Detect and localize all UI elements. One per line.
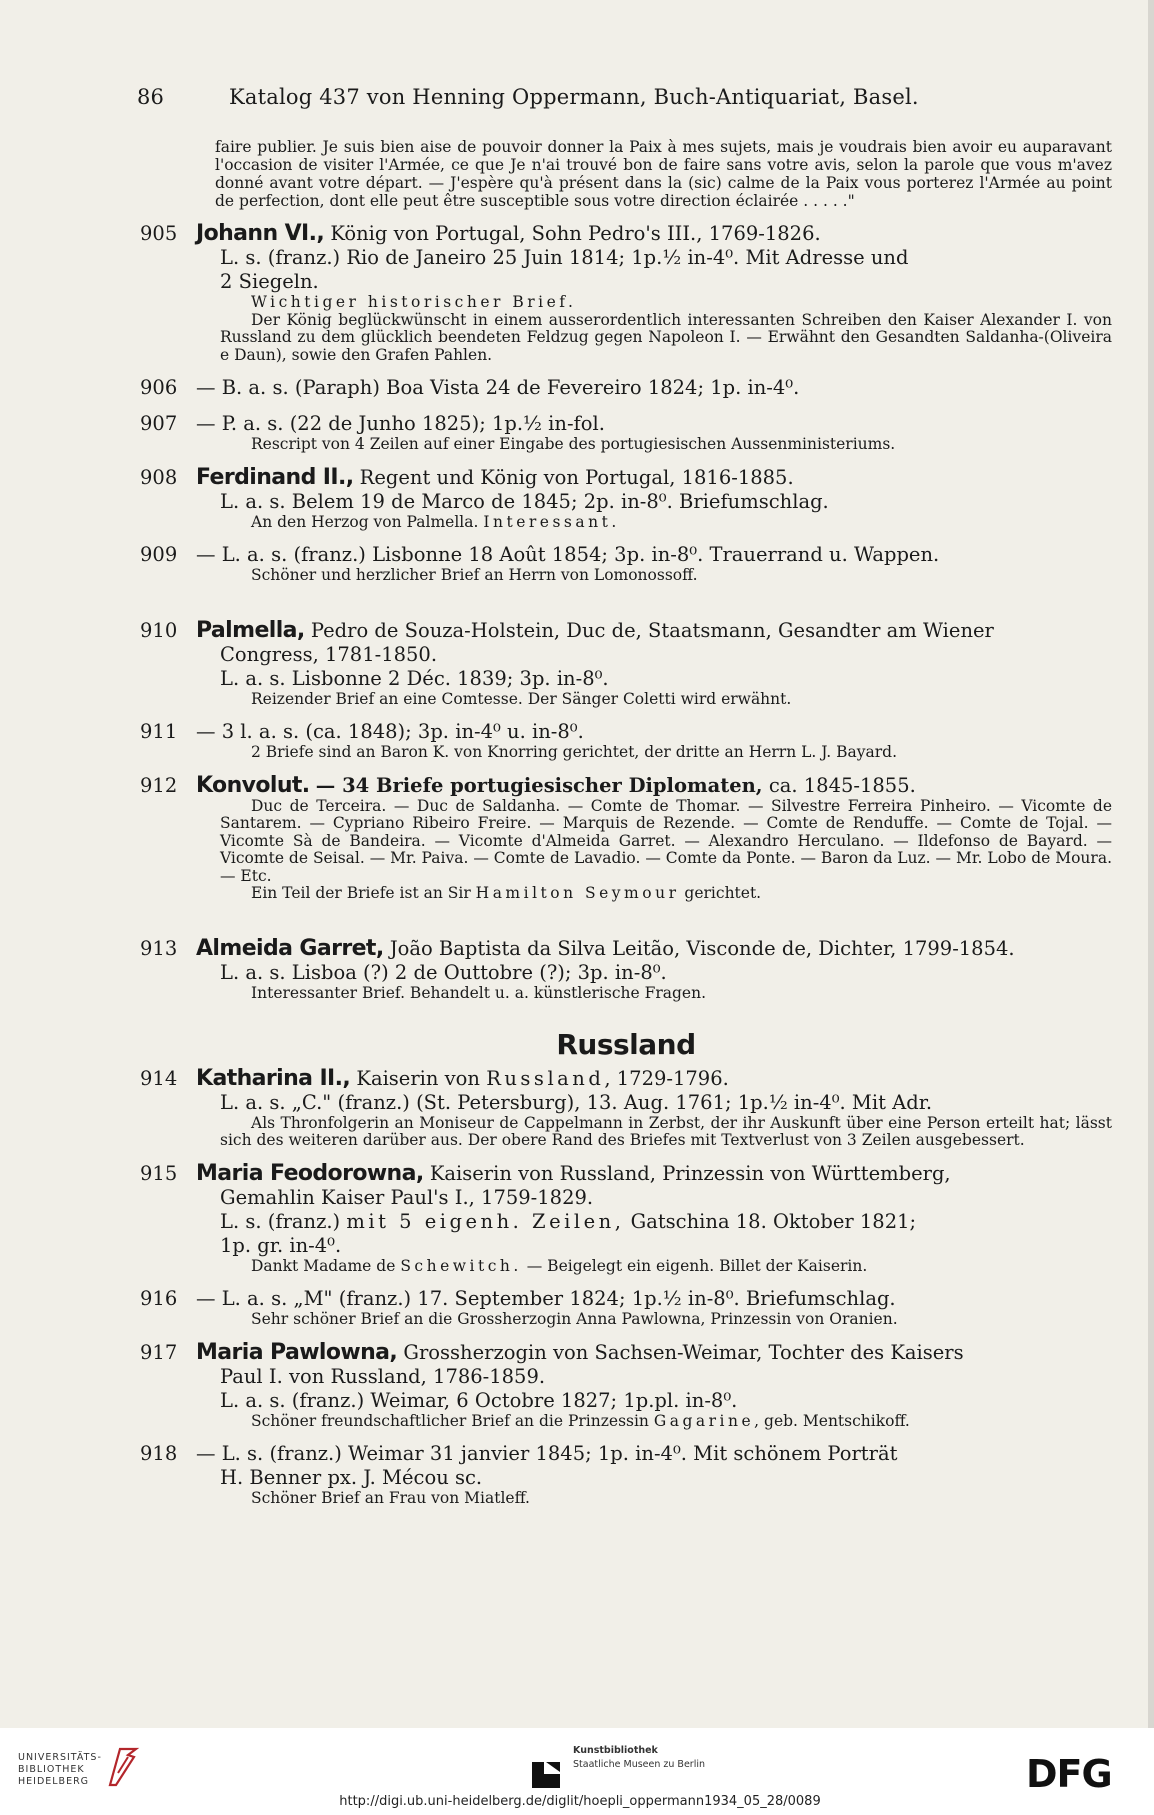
entry-number: 910	[140, 618, 178, 642]
source-url-link[interactable]: http://digi.ub.uni-heidelberg.de/diglit/hoepli_oppermann1934_05_28/0089	[339, 1794, 821, 1809]
entry-title: Grossherzogin von Sachsen-Weimar, Tochter des Kaisers	[403, 1340, 964, 1364]
entry-title: — L. s. (franz.) Weimar 31 janvier 1845; 1p. in-4⁰. Mit schönem Porträt	[196, 1442, 898, 1465]
entry-number: 918	[140, 1442, 178, 1465]
entry-number: 915	[140, 1161, 178, 1185]
entry-title: König von Portugal, Sohn Pedro's III., 1769-1826.	[330, 222, 821, 245]
entry-description	[140, 1258, 1112, 1276]
university-library-label	[18, 1752, 118, 1788]
entry-title: Kaiserin von	[356, 1066, 480, 1090]
entry-title: Pedro de Souza-Holstein, Duc de, Staatsmann, Gesandter am Wiener	[310, 618, 994, 642]
entry-description	[140, 885, 1112, 903]
entry-title: ca. 1845-1855.	[768, 773, 916, 797]
entry-name: Maria Feodorowna,	[196, 1160, 424, 1186]
entry-description: Rescript von 4 Zeilen auf einer Eingabe des portugiesischen Aussenministeriums.	[251, 435, 896, 453]
entry-description: Schöner Brief an Frau von Miatleff.	[251, 1489, 530, 1507]
description-emphasis: Schewitch.	[400, 1256, 522, 1275]
entry-name: Konvolut.	[196, 772, 310, 798]
description-emphasis: Interessant.	[483, 512, 620, 531]
description-emphasis: Gagarine	[653, 1411, 755, 1430]
entry-title: João Baptista da Silva Leitão, Visconde de, Dichter, 1799-1854.	[389, 936, 1015, 960]
entry-906	[140, 376, 1112, 400]
entry-title: — 3 l. a. s. (ca. 1848); 3p. in-4⁰ u. in-8⁰.	[196, 720, 584, 743]
entry-905	[140, 222, 1112, 364]
entry-915	[140, 1162, 1112, 1276]
uni-line: HEIDELBERG	[18, 1776, 90, 1787]
entry-title: , 1729-1796.	[604, 1066, 729, 1090]
entry-description: Wichtiger historischer Brief.	[251, 293, 577, 311]
entry-907	[140, 412, 1112, 454]
entry-details: L. s. (franz.) Rio de Janeiro 25 Juin 1814; 1p.½ in-4⁰. Mit Adresse und	[220, 246, 909, 269]
running-title: Katalog 437 von Henning Oppermann, Buch-Antiquariat, Basel.	[229, 85, 919, 109]
entry-description: Schöner und herzlicher Brief an Herrn von Lomonossoff.	[251, 566, 698, 584]
entry-description: Der König beglückwünscht in einem ausserordentlich interessanten Schreiben den Kaiser Alexander I. von Russland zu dem glücklich beendeten Feldzug gegen Napoleon I. — Erwähnt den Gesandten Saldanha-(Oliveira e Daun), sowie den Grafen Pahlen.	[220, 310, 1112, 364]
entry-916	[140, 1287, 1112, 1329]
entry-number: 907	[140, 412, 178, 435]
entry-details: Paul I. von Russland, 1786-1859.	[220, 1364, 546, 1388]
entry-name: Katharina II.,	[196, 1065, 351, 1091]
entry-number: 917	[140, 1340, 178, 1364]
entry-description: Reizender Brief an eine Comtesse. Der Sänger Coletti wird erwähnt.	[251, 689, 792, 708]
dfg-logo: DFG	[1026, 1752, 1112, 1796]
kb-subtitle: Staatliche Museen zu Berlin	[573, 1759, 706, 1770]
entry-details: Gemahlin Kaiser Paul's I., 1759-1829.	[220, 1185, 594, 1209]
entry-914	[140, 1067, 1112, 1150]
entry-details	[140, 1210, 1112, 1234]
page-number: 86	[137, 85, 165, 109]
entry-description: 2 Briefe sind an Baron K. von Knorring gerichtet, der dritte an Herrn L. J. Bayard.	[251, 743, 898, 761]
entry-title: — P. a. s. (22 de Junho 1825); 1p.½ in-fol.	[196, 412, 605, 435]
entry-description: Sehr schöner Brief an die Grossherzogin Anna Pawlowna, Prinzessin von Oranien.	[251, 1310, 898, 1328]
description-emphasis: Hamilton Seymour	[475, 884, 680, 902]
entry-title-emphasis: Russland	[486, 1066, 605, 1090]
entry-908	[140, 466, 1112, 532]
entry-title: — L. a. s. „M" (franz.) 17. September 1824; 1p.½ in-8⁰. Briefumschlag.	[196, 1287, 896, 1310]
section-title: Russland	[556, 1028, 696, 1061]
entry-description: Als Thronfolgerin an Moniseur de Cappelmann in Zerbst, der ihr Auskunft über eine Person erteilt hat; lässt sich des weiteren darüber aus. Der obere Rand des Briefes mit Textverlust von 3 Zeilen ausgebessert.	[220, 1113, 1112, 1149]
details-emphasis: mit 5 eigenh. Zeilen,	[346, 1209, 625, 1233]
entry-number: 908	[140, 465, 178, 489]
entry-details: L. a. s. Lisboa (?) 2 de Outtobre (?); 3p. in-8⁰.	[220, 960, 667, 984]
kunstbibliothek-logo-icon	[528, 1758, 564, 1790]
description-text: gerichtet.	[684, 884, 762, 902]
entry-909	[140, 543, 1112, 585]
description-text: — Beigelegt ein eigenh. Billet der Kaiserin.	[526, 1256, 868, 1275]
details-text: Gatschina 18. Oktober 1821;	[630, 1209, 917, 1233]
description-text: Ein Teil der Briefe ist an Sir	[251, 884, 471, 902]
catalog-content	[140, 138, 1112, 1508]
entry-details: L. a. s. Belem 19 de Marco de 1845; 2p. in-8⁰. Briefumschlag.	[220, 489, 829, 513]
entry-912	[140, 774, 1112, 903]
letter-continuation: faire publier. Je suis bien aise de pouvoir donner la Paix à mes sujets, mais je voudrais bien avoir eu auparavant l'occasion de visiter l'Armée, ce que Je n'ai trouvé bon de faire sans votre avis, selon la parole que vous m'avez donné avant votre départ. — J'espère qu'à présent dans la (sic) calme de la Paix vous porterez l'Armée au point de perfection, dont elle peut être susceptible sous votre direction éclairée . . . . ."	[215, 138, 1112, 210]
entry-number: 911	[140, 720, 178, 743]
uni-line: BIBLIOTHEK	[18, 1764, 85, 1775]
entry-details: 2 Siegeln.	[220, 270, 319, 293]
kb-title: Kunstbibliothek	[573, 1745, 658, 1756]
entry-number: 912	[140, 773, 178, 797]
kunstbibliothek-label	[573, 1744, 705, 1772]
running-head	[137, 85, 1117, 109]
entry-number: 914	[140, 1066, 178, 1090]
entry-description: Interessanter Brief. Behandelt u. a. künstlerische Fragen.	[251, 983, 707, 1002]
entry-name: Almeida Garret,	[196, 935, 384, 961]
entry-number: 905	[140, 222, 178, 245]
entry-title-bold: — 34 Briefe portugiesischer Diplomaten,	[315, 773, 763, 797]
digitization-footer	[0, 1730, 1154, 1815]
entry-details: H. Benner px. J. Mécou sc.	[220, 1466, 483, 1489]
entry-details: Congress, 1781-1850.	[220, 642, 438, 666]
entry-details: L. a. s. (franz.) Weimar, 6 Octobre 1827; 1p.pl. in-8⁰.	[220, 1388, 738, 1412]
entry-name: Palmella,	[196, 617, 305, 643]
entry-title: Regent und König von Portugal, 1816-1885.	[359, 465, 794, 489]
entry-913	[140, 937, 1112, 1003]
entry-910	[140, 619, 1112, 709]
entry-917	[140, 1341, 1112, 1431]
entry-918	[140, 1442, 1112, 1508]
uni-line: UNIVERSITÄTS-	[18, 1752, 102, 1763]
entry-details: L. a. s. Lisbonne 2 Déc. 1839; 3p. in-8⁰.	[220, 666, 609, 690]
entry-number: 916	[140, 1287, 178, 1310]
entry-number: 909	[140, 543, 178, 566]
entry-description	[140, 514, 1112, 532]
entry-title: — L. a. s. (franz.) Lisbonne 18 Août 1854; 3p. in-8⁰. Trauerrand u. Wappen.	[196, 543, 940, 566]
entry-details: 1p. gr. in-4⁰.	[220, 1233, 342, 1257]
entry-911	[140, 720, 1112, 762]
entry-title: — B. a. s. (Paraph) Boa Vista 24 de Fevereiro 1824; 1p. in-4⁰.	[196, 376, 800, 399]
entry-description: Duc de Terceira. — Duc de Saldanha. — Comte de Thomar. — Silvestre Ferreira Pinheiro. — Vicomte de Santarem. — Cypriano Ribeiro Freire. — Marquis de Rezende. — Comte de Renduffe. — Comte de Tojal. — Vicomte Sà de Bandeira. — Vicomte d'Almeida Garret. — Alexandro Herculano. — Ildefonso de Bayard. — Vicomte de Seisal. — Mr. Paiva. — Comte de Lavadio. — Comte da Ponte. — Baron da Luz. — Mr. Lobo de Moura. — Etc.	[220, 796, 1112, 885]
university-logo-icon	[106, 1745, 140, 1789]
entry-name: Ferdinand II.,	[196, 464, 354, 490]
entry-name: Maria Pawlowna,	[196, 1339, 398, 1365]
entry-title: Kaiserin von Russland, Prinzessin von Württemberg,	[429, 1161, 951, 1185]
entry-description	[140, 1413, 1112, 1431]
entry-number: 906	[140, 376, 178, 399]
details-text: L. s. (franz.)	[220, 1209, 341, 1233]
description-text: Schöner freundschaftlicher Brief an die Prinzessin	[251, 1411, 649, 1430]
entry-number: 913	[140, 936, 178, 960]
description-text: An den Herzog von Palmella.	[251, 512, 479, 531]
description-text: , geb. Mentschikoff.	[754, 1411, 910, 1430]
entry-name: Johann VI.,	[196, 221, 325, 246]
description-text: Dankt Madame de	[251, 1256, 396, 1275]
entry-details: L. a. s. „C." (franz.) (St. Petersburg), 13. Aug. 1761; 1p.½ in-4⁰. Mit Adr.	[220, 1090, 933, 1114]
